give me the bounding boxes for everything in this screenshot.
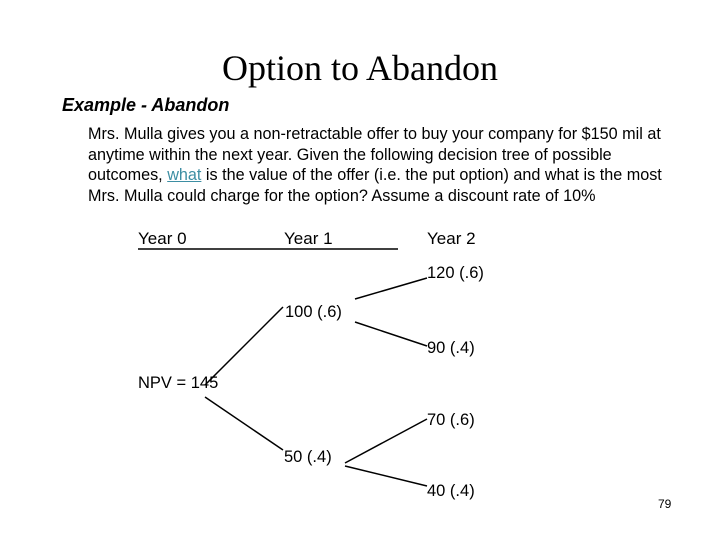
- year-0-label: Year 0: [138, 229, 187, 248]
- problem-text-start: Mrs. Mulla gives you a non-retractable offer to buy your company for $150 mil at anytime within the next year. Given the following decision tree of possible outcomes,: [88, 125, 661, 185]
- node-90: 90 (.4): [427, 339, 475, 357]
- problem-text-end: is the value of the offer (i.e. the put option) and what is the most Mrs. Mulla could charge for the option? Assume a discount rate of 10%: [88, 166, 662, 205]
- branch-50-to-70: [345, 419, 427, 463]
- year-2-label: Year 2: [427, 229, 476, 248]
- page-number: 79: [658, 497, 672, 511]
- branch-100-to-90: [355, 322, 427, 346]
- slide-title: Option to Abandon: [222, 48, 498, 88]
- what-link[interactable]: what: [167, 166, 202, 185]
- node-50: 50 (.4): [284, 448, 332, 466]
- node-120: 120 (.6): [427, 264, 484, 282]
- example-subtitle: Example - Abandon: [62, 95, 230, 115]
- year-1-label: Year 1: [284, 229, 333, 248]
- node-100: 100 (.6): [285, 303, 342, 321]
- branch-root-to-50: [205, 397, 283, 450]
- node-70: 70 (.6): [427, 411, 475, 429]
- branch-50-to-40: [345, 466, 427, 486]
- root-npv: NPV = 145: [138, 374, 219, 392]
- node-40: 40 (.4): [427, 482, 475, 500]
- branch-100-to-120: [355, 278, 427, 299]
